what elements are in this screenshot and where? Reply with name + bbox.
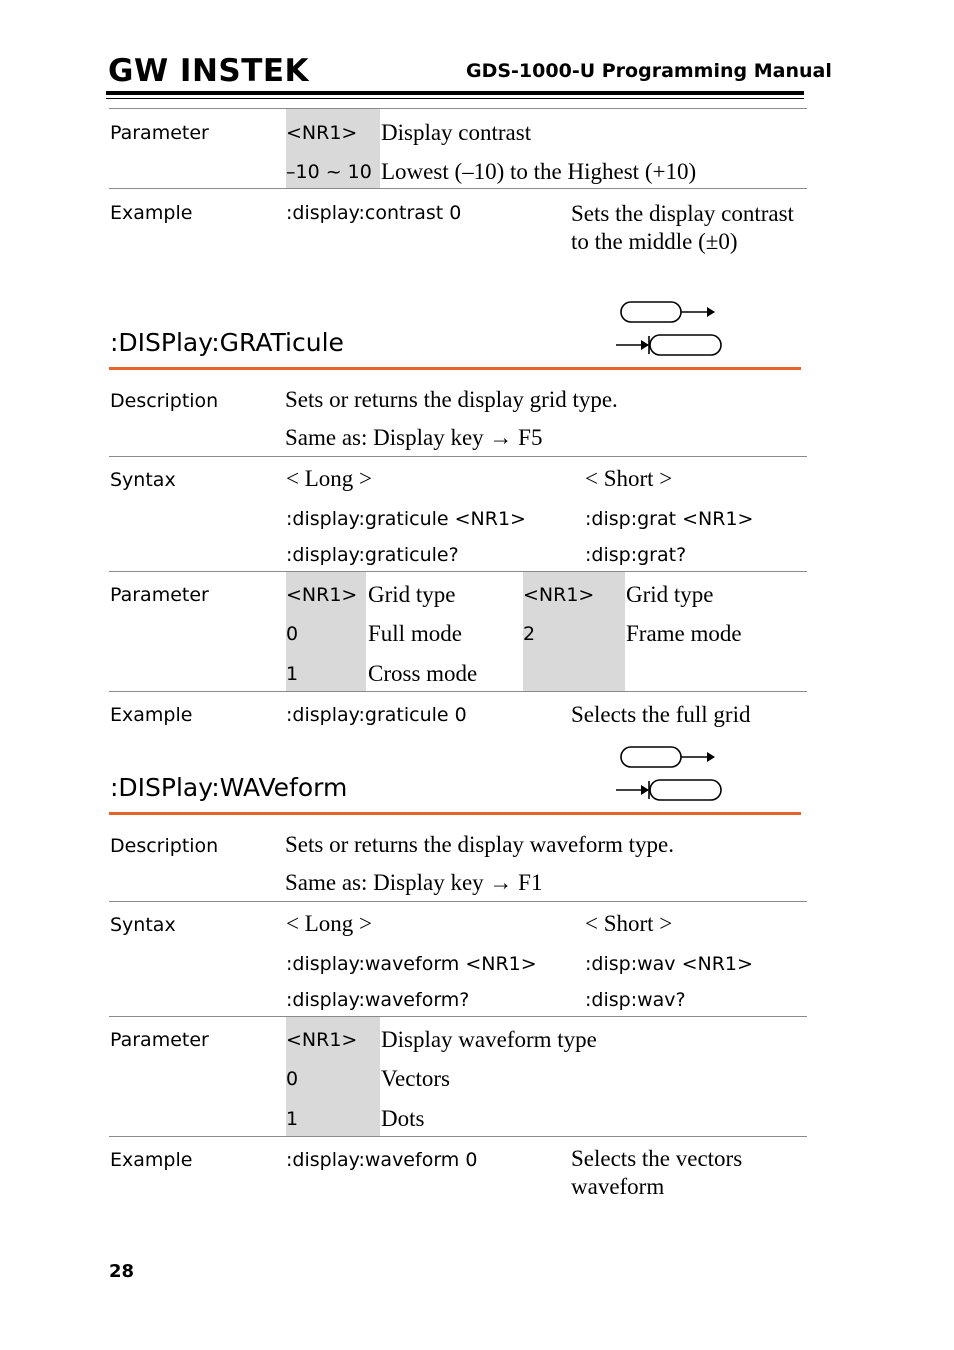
section-title-graticule: :DISPlay:GRATicule xyxy=(110,328,344,357)
syntax-short-header: < Short > xyxy=(585,911,673,936)
param-header-code: <NR1> xyxy=(286,1029,358,1051)
header-rule-thick xyxy=(106,91,804,95)
syntax-long-query: :display:waveform? xyxy=(286,989,470,1011)
section-rule xyxy=(109,812,801,815)
divider xyxy=(109,108,807,109)
syntax-long-set: :display:waveform <NR1> xyxy=(286,953,537,975)
header-rule-thin xyxy=(106,98,804,99)
description-label: Description xyxy=(110,835,219,857)
syntax-short-set: :disp:grat <NR1> xyxy=(585,508,754,530)
param-header-code: <NR1> xyxy=(523,584,595,606)
param-code: 1 xyxy=(286,1108,299,1130)
param-code: 0 xyxy=(286,623,299,645)
param-header-code: <NR1> xyxy=(286,584,358,606)
description-text: Sets or returns the display waveform type. xyxy=(285,832,674,857)
page-number: 28 xyxy=(109,1261,135,1282)
example-command: :display:waveform 0 xyxy=(286,1149,478,1171)
brand-logo xyxy=(108,52,310,91)
param-code: 2 xyxy=(523,623,536,645)
syntax-long-set: :display:graticule <NR1> xyxy=(286,508,526,530)
syntax-label: Syntax xyxy=(110,914,176,936)
param-header-desc: Grid type xyxy=(368,582,456,607)
divider xyxy=(109,571,807,572)
query-icon xyxy=(616,780,721,800)
syntax-long-query: :display:graticule? xyxy=(286,544,459,566)
set-icon xyxy=(621,747,715,767)
divider xyxy=(109,456,807,457)
parameter-label: Parameter xyxy=(110,122,209,144)
syntax-short-query: :disp:grat? xyxy=(585,544,687,566)
syntax-short-header: < Short > xyxy=(585,466,673,491)
description-text: Sets or returns the display grid type. xyxy=(285,387,618,412)
divider xyxy=(109,188,807,189)
example-command: :display:contrast 0 xyxy=(286,202,462,224)
divider xyxy=(109,1016,807,1017)
example-description: Sets the display contrast to the middle (±0) xyxy=(571,201,794,254)
divider xyxy=(109,691,807,692)
syntax-long-header: < Long > xyxy=(286,911,372,936)
param-code: 0 xyxy=(286,1068,299,1090)
param-desc: Cross mode xyxy=(368,661,478,686)
example-label: Example xyxy=(110,202,193,224)
example-description-line2: waveform xyxy=(571,1174,665,1199)
divider xyxy=(109,901,807,902)
example-label: Example xyxy=(110,1149,193,1171)
same-as-text: Same as: Display key → F5 xyxy=(285,425,543,450)
example-label: Example xyxy=(110,704,193,726)
param-header-desc: Grid type xyxy=(626,582,714,607)
syntax-label: Syntax xyxy=(110,469,176,491)
param-desc: Full mode xyxy=(368,621,462,646)
syntax-short-set: :disp:wav <NR1> xyxy=(585,953,753,975)
param-range: –10 ~ 10 xyxy=(286,161,372,183)
logo-text: GW INSTEK xyxy=(108,53,310,89)
syntax-short-query: :disp:wav? xyxy=(585,989,686,1011)
set-query-icon xyxy=(614,298,726,360)
syntax-long-header: < Long > xyxy=(286,466,372,491)
divider xyxy=(109,1136,807,1137)
gw-instek-logo xyxy=(108,52,310,89)
description-label: Description xyxy=(110,390,219,412)
section-rule xyxy=(109,367,801,370)
param-desc: Frame mode xyxy=(626,621,742,646)
same-as-text: Same as: Display key → F1 xyxy=(285,870,543,895)
param-range-desc: Lowest (–10) to the Highest (+10) xyxy=(381,159,697,184)
section-title-waveform: :DISPlay:WAVeform xyxy=(110,773,348,802)
parameter-label: Parameter xyxy=(110,584,209,606)
example-description: Selects the full grid xyxy=(571,702,751,727)
query-icon xyxy=(616,335,721,355)
parameter-label: Parameter xyxy=(110,1029,209,1051)
param-header-desc: Display waveform type xyxy=(381,1027,597,1052)
manual-title: GDS-1000-U Programming Manual xyxy=(466,60,832,82)
param-desc: Dots xyxy=(381,1106,425,1131)
example-command: :display:graticule 0 xyxy=(286,704,467,726)
param-desc: Display contrast xyxy=(381,120,532,145)
example-description-line1: Selects the vectors xyxy=(571,1146,743,1171)
param-desc: Vectors xyxy=(381,1066,450,1091)
set-icon xyxy=(621,302,715,322)
param-code: <NR1> xyxy=(286,122,358,144)
param-code: 1 xyxy=(286,663,299,685)
set-query-icon xyxy=(614,743,726,805)
